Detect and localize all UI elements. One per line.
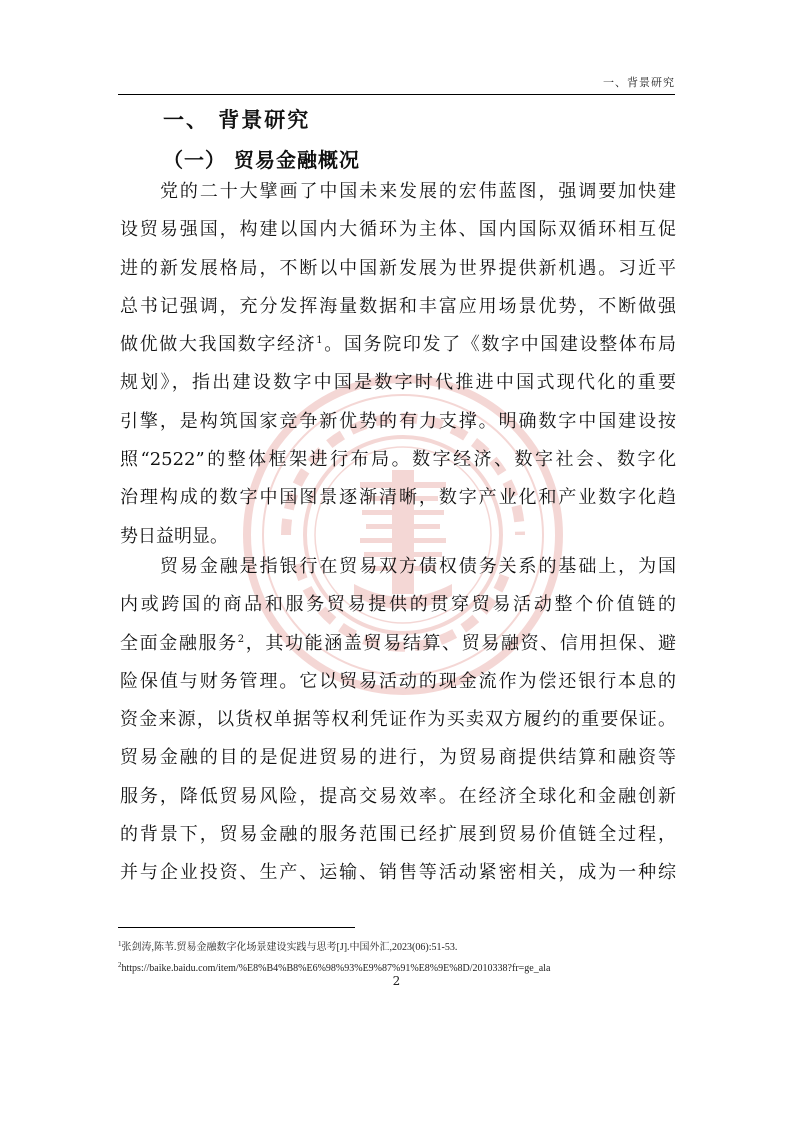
header-rule bbox=[118, 94, 675, 95]
footnote-link[interactable]: https://baike.baidu.com/item/%E8%B4%B8%E6%98%93%E9%87%91%E8%9E%8D/2010338?fr=ge_ala bbox=[121, 963, 551, 974]
paragraph-line: 全面金融服务$^2$，其功能涵盖贸易结算、贸易融资、信用担保、避 bbox=[120, 632, 676, 654]
paragraph-line: 照“2522”的整体框架进行布局。数字经济、数字社会、数字化 bbox=[120, 449, 676, 471]
footnote-text: 张剑涛,陈苇.贸易金融数字化场景建设实践与思考[J].中国外汇,2023(06):51-53. bbox=[121, 942, 458, 953]
paragraph-line: 进的新发展格局，不断以中国新发展为世界提供新机遇。习近平 bbox=[120, 257, 676, 279]
paragraph-line: 做优做大我国数字经济$^1$。国务院印发了《数字中国建设整体布局 bbox=[120, 334, 676, 356]
paragraph-line: 势日益明显。 bbox=[120, 525, 228, 547]
paragraph-line: 的背景下，贸易金融的服务范围已经扩展到贸易价值链全过程， bbox=[120, 824, 676, 846]
paragraph-line: 服务，降低贸易风险，提高交易效率。在经济全球化和金融创新 bbox=[120, 785, 676, 807]
paragraph-line: 贸易金融的目的是促进贸易的进行，为贸易商提供结算和融资等 bbox=[120, 747, 676, 769]
footnote-rule bbox=[118, 927, 355, 928]
footnote bbox=[118, 938, 678, 953]
footnote-ref: 1 bbox=[316, 335, 323, 347]
paragraph-line: 并与企业投资、生产、运输、销售等活动紧密相关，成为一种综 bbox=[120, 862, 676, 884]
paragraph-line: 设贸易强国，构建以国内大循环为主体、国内国际双循环相互促 bbox=[120, 219, 676, 241]
paragraph-line: 险保值与财务管理。它以贸易活动的现金流作为偿还银行本息的 bbox=[120, 670, 676, 692]
section-subheading: （一） 贸易金融概况 bbox=[163, 148, 360, 172]
page-number: 2 bbox=[392, 974, 401, 988]
footnote-mark: 2 bbox=[118, 961, 122, 969]
footnote-mark: 1 bbox=[118, 940, 122, 948]
paragraph-line: 内或跨国的商品和服务贸易提供的贯穿贸易活动整个价值链的 bbox=[120, 594, 676, 616]
paragraph-line: 引擎，是构筑国家竞争新优势的有力支撑。明确数字中国建设按 bbox=[120, 410, 676, 432]
body-paragraph bbox=[120, 548, 676, 893]
paragraph-line: 治理构成的数字中国图景逐渐清晰，数字产业化和产业数字化趋 bbox=[120, 487, 676, 509]
paragraph-line: 贸易金融是指银行在贸易双方债权债务关系的基础上，为国 bbox=[160, 556, 676, 577]
section-heading: 一、 背景研究 bbox=[163, 108, 311, 132]
paragraph-line: 党的二十大擘画了中国未来发展的宏伟蓝图，强调要加快建 bbox=[160, 181, 676, 202]
body-paragraph bbox=[120, 173, 676, 556]
paragraph-line: 资金来源，以货权单据等权利凭证作为买卖双方履约的重要保证。 bbox=[120, 709, 676, 731]
footnote-ref: 2 bbox=[237, 633, 245, 645]
footnote bbox=[118, 963, 678, 974]
running-header: 一、背景研究 bbox=[603, 76, 675, 89]
paragraph-line: 规划》，指出建设数字中国是数字时代推进中国式现代化的重要 bbox=[120, 372, 676, 394]
paragraph-line: 总书记强调，充分发挥海量数据和丰富应用场景优势，不断做强 bbox=[120, 295, 676, 317]
